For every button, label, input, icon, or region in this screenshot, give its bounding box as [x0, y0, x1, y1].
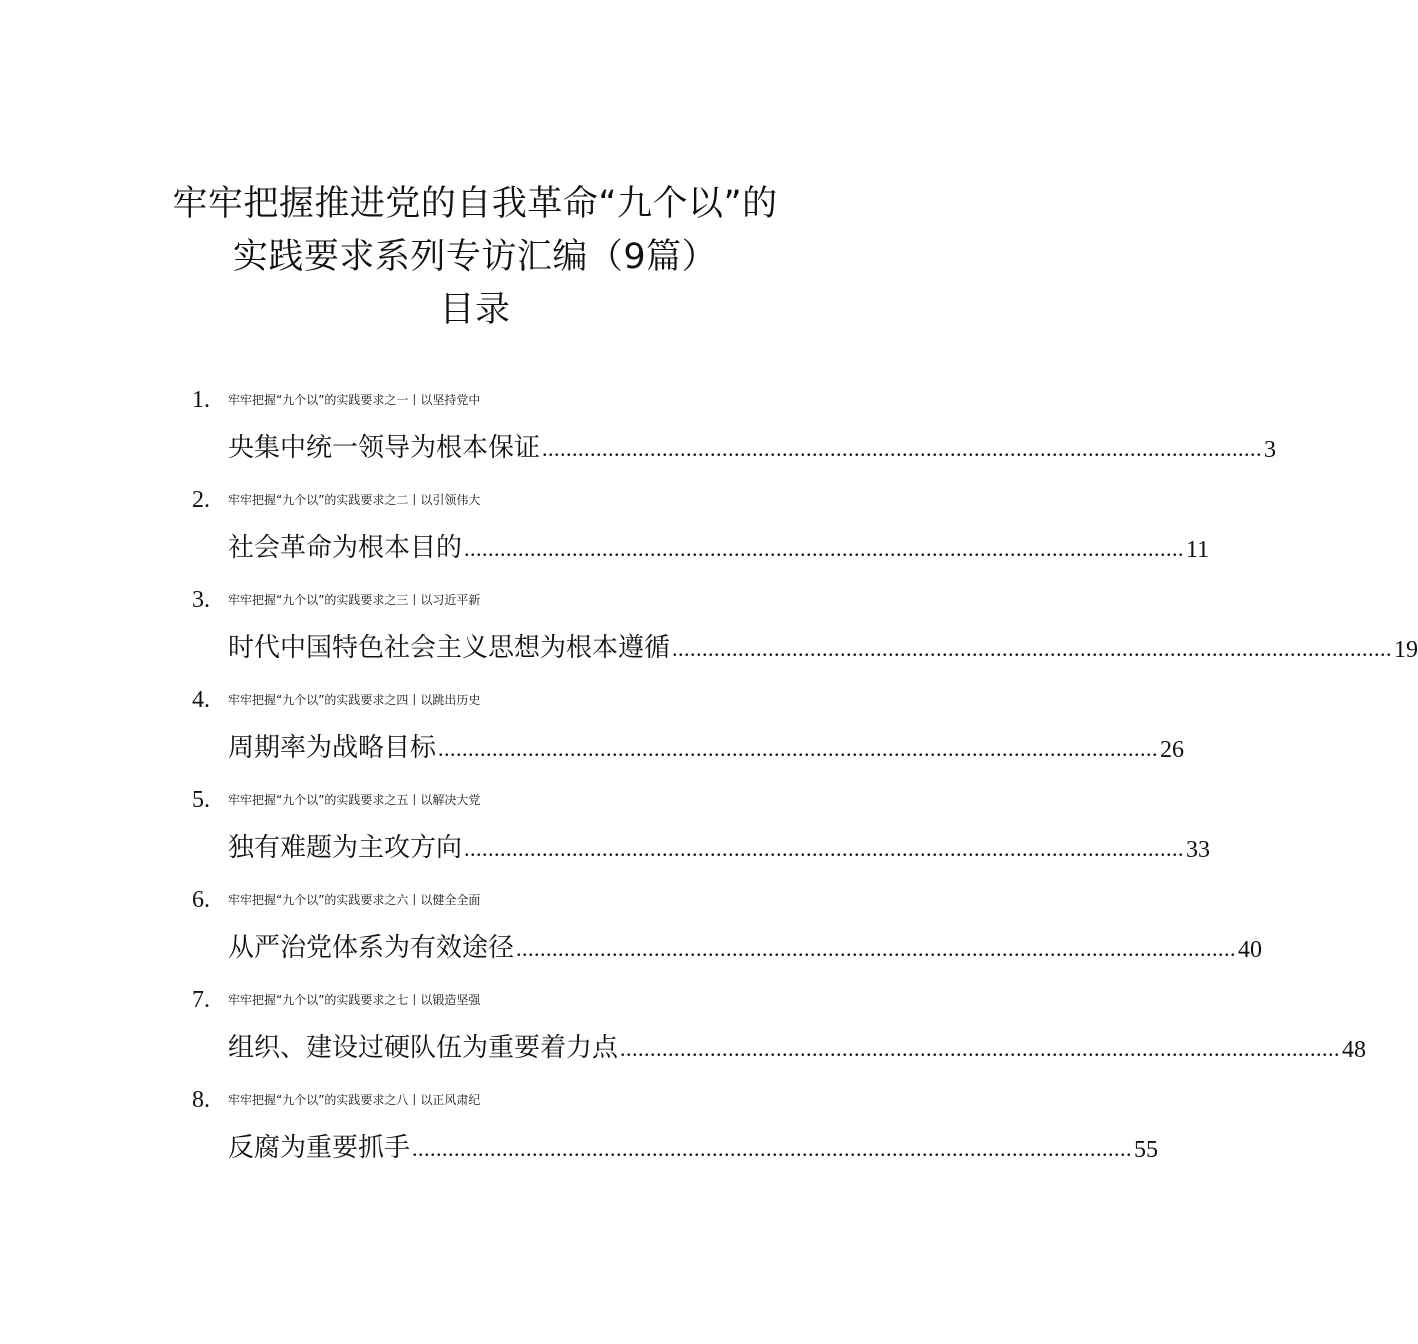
toc-entry-title-line2: 央集中统一领导为根本保证 — [228, 433, 541, 463]
toc-entry-page-number: 48 — [1342, 1037, 1367, 1063]
toc-entry-title-line2: 独有难题为主攻方向 — [228, 833, 463, 863]
toc-entry-line2 — [228, 428, 1277, 468]
toc-entry-title-line2: 社会革命为根本目的 — [228, 533, 463, 563]
dot-leader: ........................................................................................................................ — [672, 636, 1393, 661]
toc-entry-title-line1: 牢牢把握“九个以”的实践要求之七丨以锻造坚强 — [228, 993, 481, 1007]
toc-entry-page-number: 26 — [1160, 737, 1185, 763]
toc-entry-title-line2: 周期率为战略目标 — [228, 733, 437, 763]
toc-entry-number: 8. — [192, 1087, 210, 1113]
dot-leader: ........................................................................................................................ — [412, 1136, 1133, 1161]
toc-entry[interactable] — [0, 1076, 1159, 1176]
document-title — [0, 178, 950, 337]
toc-entry-title-line2: 反腐为重要抓手 — [228, 1133, 411, 1163]
dot-leader: ........................................................................................................................ — [464, 836, 1185, 861]
toc-entry-number: 5. — [192, 787, 210, 813]
toc-entry[interactable] — [0, 476, 1210, 576]
dot-leader: ........................................................................................................................ — [620, 1036, 1341, 1061]
toc-entry-title-line1: 牢牢把握“九个以”的实践要求之五丨以解决大党 — [228, 793, 481, 807]
toc-entry-title-line1: 牢牢把握“九个以”的实践要求之八丨以正风肃纪 — [228, 1093, 481, 1107]
toc-entry[interactable] — [0, 976, 1367, 1076]
toc-entry-title-line1: 牢牢把握“九个以”的实践要求之三丨以习近平新 — [228, 593, 481, 607]
dot-leader: ........................................................................................................................ — [438, 736, 1159, 761]
toc-entry-title-line1: 牢牢把握“九个以”的实践要求之一丨以坚持党中 — [228, 393, 481, 407]
toc-entry-page-number: 33 — [1186, 837, 1211, 863]
toc-entry-number: 3. — [192, 587, 210, 613]
toc-entry-title-line1: 牢牢把握“九个以”的实践要求之六丨以健全全面 — [228, 893, 481, 907]
toc-entry[interactable] — [0, 376, 1277, 476]
toc-entry-title-line2: 从严治党体系为有效途径 — [228, 933, 515, 963]
title-line-1: 牢牢把握推进党的自我革命“九个以”的 — [172, 184, 778, 224]
toc-entry-line2 — [228, 928, 1263, 968]
toc-entry-number: 7. — [192, 987, 210, 1013]
toc-entry[interactable] — [0, 776, 1211, 876]
toc-entry-title-line1: 牢牢把握“九个以”的实践要求之四丨以跳出历史 — [228, 693, 481, 707]
toc-heading: 目录 — [439, 290, 511, 330]
title-line-2: 实践要求系列专访汇编（9篇） — [232, 237, 718, 277]
toc-entry-title-line2: 时代中国特色社会主义思想为根本遵循 — [228, 633, 671, 663]
toc-entry-number: 2. — [192, 487, 210, 513]
toc-entry-line2 — [228, 728, 1185, 768]
table-of-contents — [0, 376, 1418, 1176]
toc-entry-page-number: 11 — [1186, 537, 1210, 563]
toc-entry-line2 — [228, 1128, 1159, 1168]
toc-entry-page-number: 40 — [1238, 937, 1263, 963]
toc-entry-line2 — [228, 828, 1211, 868]
toc-entry-title-line2: 组织、建设过硬队伍为重要着力点 — [228, 1033, 619, 1063]
toc-entry-title-line1: 牢牢把握“九个以”的实践要求之二丨以引领伟大 — [228, 493, 481, 507]
toc-entry-line2 — [228, 528, 1210, 568]
toc-entry-number: 6. — [192, 887, 210, 913]
toc-entry[interactable] — [0, 676, 1185, 776]
toc-entry-line2 — [228, 1028, 1367, 1068]
toc-entry-number: 1. — [192, 387, 210, 413]
toc-entry[interactable] — [0, 876, 1263, 976]
dot-leader: ........................................................................................................................ — [542, 436, 1263, 461]
toc-entry-line2 — [228, 628, 1418, 668]
toc-entry[interactable] — [0, 576, 1418, 676]
dot-leader: ........................................................................................................................ — [516, 936, 1237, 961]
toc-entry-page-number: 3 — [1264, 437, 1277, 463]
toc-entry-page-number: 19 — [1394, 637, 1418, 663]
toc-entry-number: 4. — [192, 687, 210, 713]
dot-leader: ........................................................................................................................ — [464, 536, 1185, 561]
toc-entry-page-number: 55 — [1134, 1137, 1159, 1163]
